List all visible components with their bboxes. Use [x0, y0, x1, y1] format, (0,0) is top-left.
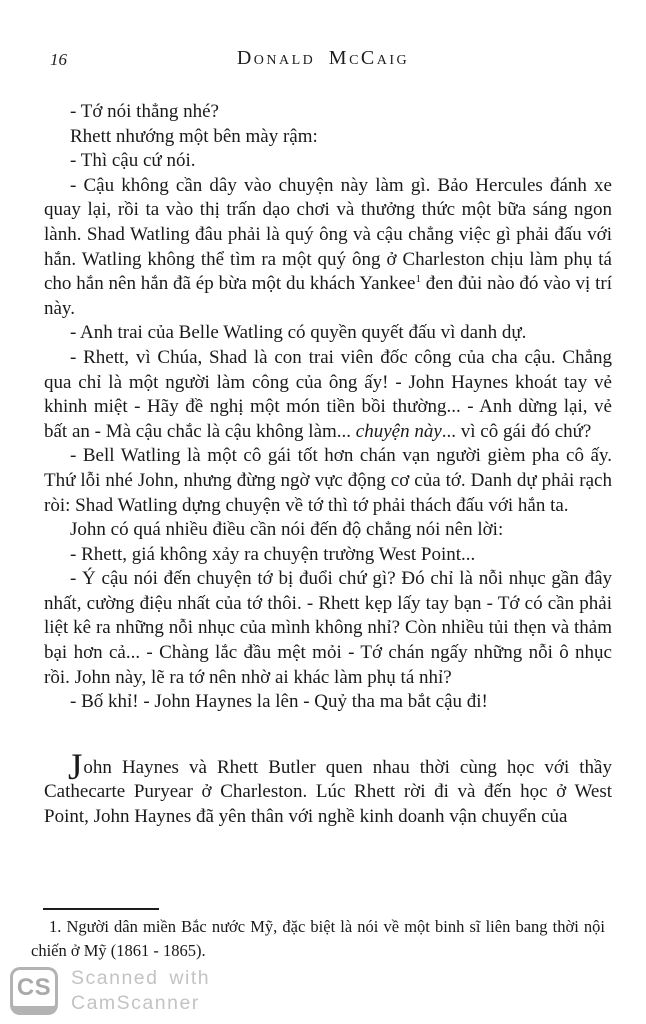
watermark-line-1: Scanned with — [71, 967, 211, 989]
paragraph-narration: Rhett nhướng một bên mày rậm: — [70, 125, 318, 147]
camscanner-icon-label: CS — [16, 974, 52, 1001]
camscanner-icon — [10, 967, 58, 1015]
running-header — [0, 47, 646, 73]
paragraph-dialogue: - Tớ nói thẳng nhé? — [70, 101, 219, 122]
paragraph-dialogue: - Rhett, giá không xảy ra chuyện trường West Point... — [70, 543, 476, 565]
watermark-line-2: CamScanner — [71, 992, 200, 1014]
footnote-reference: 1 — [415, 273, 421, 286]
paragraph-narration: John có quá nhiều điều cần nói đến độ chẳng nói nên lời: — [70, 519, 504, 541]
paragraph-text: - Rhett, vì Chúa, Shad là con trai viên đốc công của cha cậu. Chẳng qua chỉ là một người làm công của ông ấy! - John Haynes khoát tay vẻ khinh miệt - Hãy đề nghị một món tiền bồi thường... - Anh dừng lại, vẻ bất an - Mà cậu chắc là cậu không làm... — [44, 346, 612, 442]
running-title: Donald McCaig — [236, 47, 410, 69]
camscanner-icon-inner — [13, 970, 55, 1006]
camscanner-watermark — [10, 966, 210, 1016]
body-text — [44, 100, 612, 830]
footnote-text: 1. Người dân miền Bắc nước Mỹ, đặc biệt là nói về một binh sĩ liên bang thời nội chiến ở Mỹ (1861 - 1865). — [31, 917, 605, 960]
watermark-text — [71, 966, 210, 1016]
paragraph-dialogue — [44, 174, 612, 322]
paragraph-dialogue: - Bố khỉ! - John Haynes la lên - Quỷ tha ma bắt cậu đi! — [70, 691, 488, 713]
footnote-block — [31, 908, 605, 962]
paragraph-dialogue: - Ý cậu nói đến chuyện tớ bị đuổi chứ gì? Đó chỉ là nỗi nhục gần đây nhất, cường điệu nhất của tớ thôi. - Rhett kẹp lấy tay bạn - Tớ có cần phải liệt kê ra những nỗi nhục của mình không nhỉ? Còn nhiều tủi thẹn và thảm bại hơn cả... - Chàng lắc đầu mệt mỏi - Tớ chán ngấy những nỗi ô nhục rồi. John này, lẽ ra tớ nên nhờ ai khác làm phụ tá nhỉ? — [44, 568, 612, 688]
paragraph-text: - Cậu không cần dây vào chuyện này làm gì. Bảo Hercules đánh xe quay lại, rồi ta vào thị trấn dạo chơi và thưởng thức một bữa sáng ngon lành. Shad Watling đâu phải là quý ông và cậu chẳng việc gì phải đấu với hắn. Watling không thể tìm ra một quý ông ở Charleston chịu làm phụ tá cho hắn nên hắn đã ép bừa một du khách Yankee — [44, 174, 612, 295]
paragraph-dialogue: - Anh trai của Belle Watling có quyền quyết đấu vì danh dự. — [70, 322, 527, 344]
emphasized-text: chuyện này — [355, 420, 442, 442]
paragraph-text: đen đủi nào đó vào vị trí này. — [44, 273, 612, 319]
paragraph-dialogue: - Thì cậu cứ nói. — [70, 150, 196, 172]
footnote-separator-rule — [43, 908, 159, 910]
paragraph-dialogue: - Bell Watling là một cô gái tốt hơn chán vạn người gièm pha cô ấy. Thứ lỗi nhé John, nhưng đừng ngờ vực động cơ của tớ. Danh dự phải rạch ròi: Shad Watling dựng chuyện về tớ thì tớ phải thách đấu với hắn ta. — [44, 445, 612, 516]
paragraph-text: ohn Haynes và Rhett Butler quen nhau thời cùng học với thầy Cathecarte Puryear ở Charleston. Lúc Rhett rời đi và đến học ở West Point, John Haynes đã yên thân với nghề kinh doanh vận chuyển của — [44, 756, 612, 828]
paragraph-text: ... vì cô gái đó chứ? — [441, 420, 592, 442]
page-number: 16 — [50, 50, 67, 69]
paragraph-dialogue — [44, 346, 612, 444]
initial-capital: J — [68, 746, 83, 788]
paragraph-section-start — [44, 746, 612, 830]
